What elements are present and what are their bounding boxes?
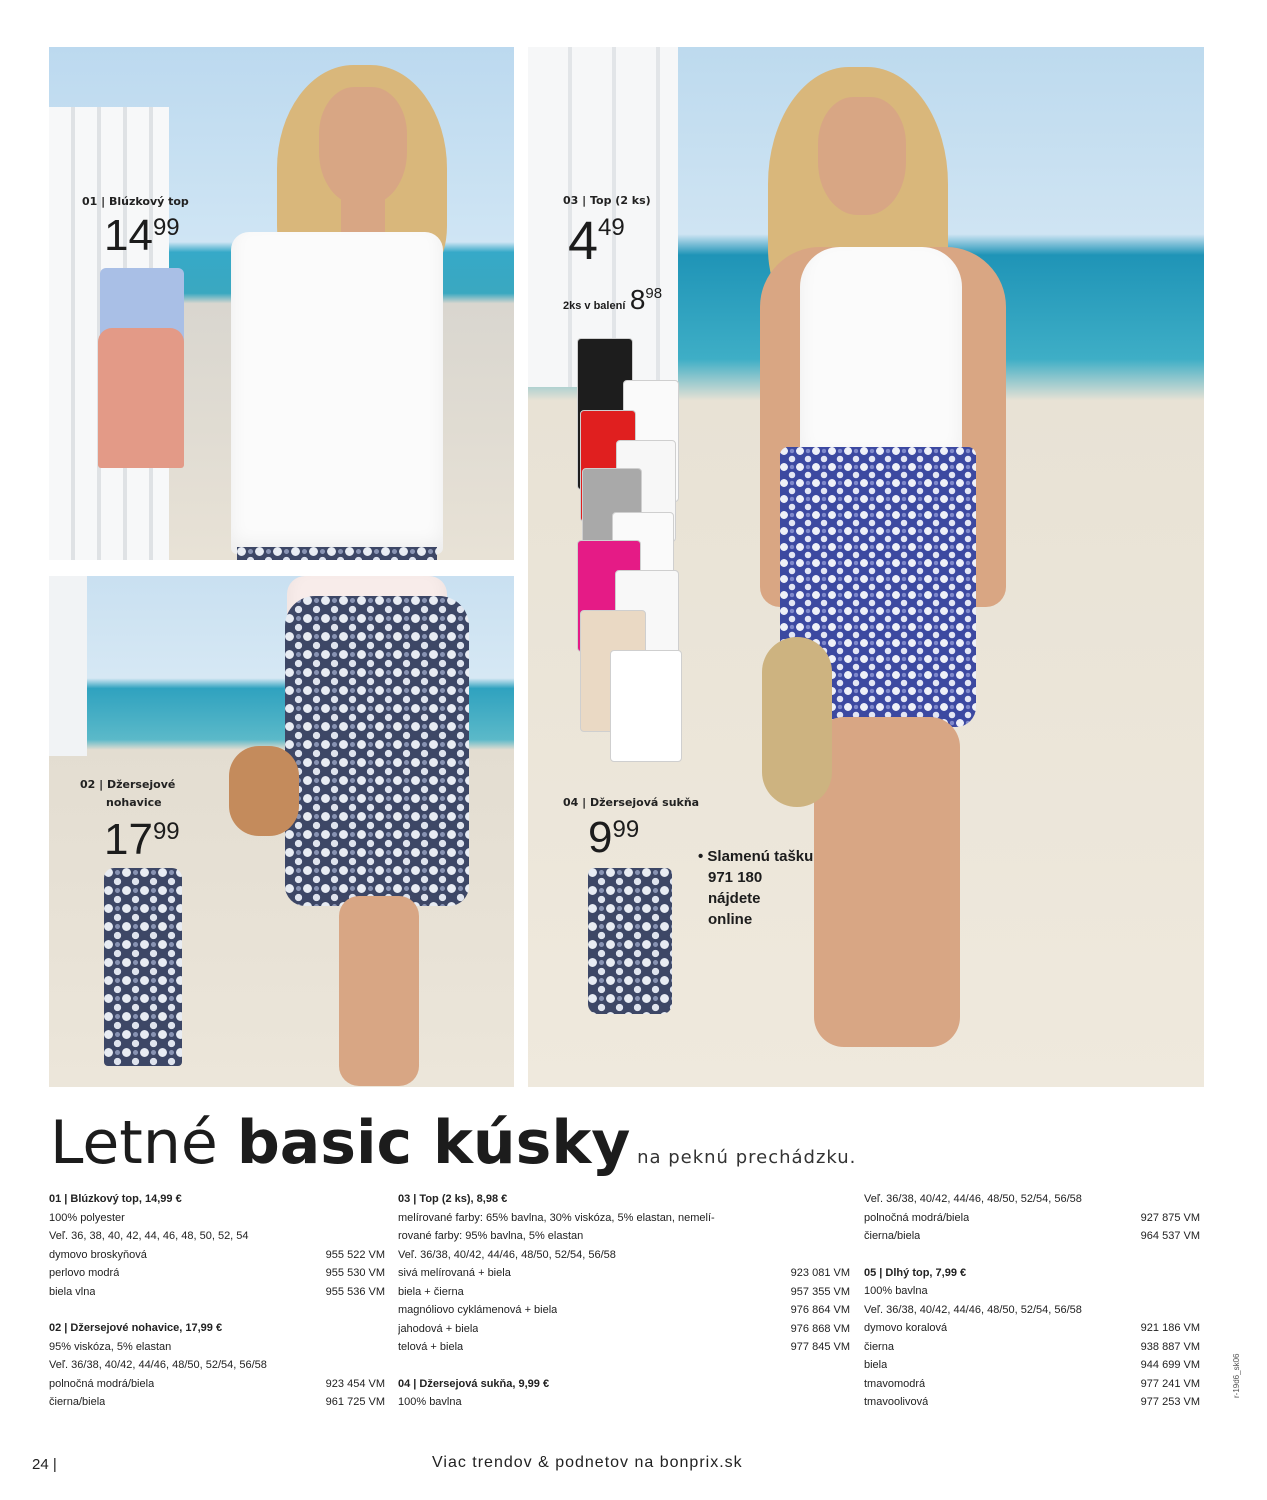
bag-note-line2: 971 180 bbox=[708, 869, 763, 886]
product-label-04: 04 | Džersejová sukňa bbox=[563, 796, 700, 809]
price-01-main: 14 bbox=[104, 211, 153, 260]
pack-price-cents: 98 bbox=[645, 285, 663, 302]
heading-part2: basic kúsky bbox=[236, 1108, 631, 1178]
detail-row: dymovo koralová 921 186 VM bbox=[864, 1322, 1200, 1334]
model-capri-trousers bbox=[285, 596, 469, 906]
price-03-pack bbox=[563, 286, 662, 314]
model-tank-top bbox=[800, 247, 962, 465]
swatch-blouse-peach bbox=[98, 328, 184, 468]
catalog-code: r-19d6_sk06 bbox=[1232, 1353, 1241, 1398]
bag-note-line4: online bbox=[708, 911, 753, 928]
product-label-03: 03 | Top (2 ks) bbox=[563, 194, 651, 207]
cabana-structure bbox=[49, 576, 87, 756]
product-label-01: 01 | Blúzkový top bbox=[82, 195, 189, 208]
price-04 bbox=[588, 813, 640, 862]
detail-row: dymovo broskyňová 955 522 VM bbox=[49, 1248, 385, 1261]
straw-bag bbox=[762, 637, 832, 807]
details-column-1 bbox=[49, 1190, 385, 1412]
swatch-trousers bbox=[104, 868, 182, 1066]
price-02-main: 17 bbox=[104, 815, 153, 864]
product-label-02-line2: nohavice bbox=[106, 796, 162, 809]
spacer bbox=[864, 1246, 1200, 1264]
detail-row: telová + biela 977 845 VM bbox=[398, 1341, 850, 1353]
detail-row: tmavoolivová 977 253 VM bbox=[864, 1396, 1200, 1408]
detail-row: biela + čierna 957 355 VM bbox=[398, 1285, 850, 1298]
bag-note-line3: nájdete bbox=[708, 890, 761, 907]
detail-title-05: 05 | Dlhý top, 7,99 € bbox=[864, 1266, 967, 1279]
detail-material-03-b: rované farby: 95% bavlna, 5% elastan bbox=[398, 1230, 584, 1242]
website-link[interactable]: Viac trendov & podnetov na bonprix.sk bbox=[432, 1454, 743, 1471]
details-column-2 bbox=[398, 1190, 850, 1412]
detail-material-02: 95% viskóza, 5% elastan bbox=[49, 1340, 172, 1353]
price-03 bbox=[568, 211, 625, 271]
detail-title-04: 04 | Džersejová sukňa, 9,99 € bbox=[398, 1377, 550, 1390]
detail-row: čierna/biela 961 725 VM bbox=[49, 1396, 385, 1408]
detail-row: jahodová + biela 976 868 VM bbox=[398, 1322, 850, 1335]
product-label-02-line1: 02 | Džersejové bbox=[80, 778, 176, 791]
detail-row: polnočná modrá/biela 927 875 VM bbox=[864, 1211, 1200, 1224]
swatch-tank-white-5 bbox=[610, 650, 682, 762]
model-sandals bbox=[229, 746, 299, 836]
detail-material-05: 100% bavlna bbox=[864, 1285, 928, 1297]
detail-title-01: 01 | Blúzkový top, 14,99 € bbox=[49, 1193, 182, 1205]
detail-sizes-01: Veľ. 36, 38, 40, 42, 44, 46, 48, 50, 52, 54 bbox=[49, 1230, 249, 1242]
model-skirt-edge bbox=[237, 547, 437, 560]
detail-row: sivá melírovaná + biela 923 081 VM bbox=[398, 1267, 850, 1279]
swatch-skirt bbox=[588, 868, 672, 1014]
model-blouse bbox=[231, 232, 443, 554]
detail-title-02: 02 | Džersejové nohavice, 17,99 € bbox=[49, 1322, 223, 1334]
page-heading bbox=[50, 1108, 856, 1178]
bag-online-note bbox=[698, 846, 813, 930]
detail-sizes-04: Veľ. 36/38, 40/42, 44/46, 48/50, 52/54, 56/58 bbox=[864, 1193, 1082, 1205]
detail-row: perlovo modrá 955 530 VM bbox=[49, 1267, 385, 1279]
heading-part1: Letné bbox=[50, 1108, 237, 1178]
detail-row: biela 944 699 VM bbox=[864, 1359, 1200, 1371]
price-03-cents: 49 bbox=[598, 214, 625, 241]
detail-title-03: 03 | Top (2 ks), 8,98 € bbox=[398, 1193, 508, 1205]
detail-sizes-02: Veľ. 36/38, 40/42, 44/46, 48/50, 52/54, 56/58 bbox=[49, 1359, 267, 1371]
details-column-3 bbox=[864, 1190, 1200, 1412]
detail-material-03-a: melírované farby: 65% bavlna, 30% viskóza, 5% elastan, nemelí- bbox=[398, 1211, 715, 1224]
detail-row: biela vlna 955 536 VM bbox=[49, 1285, 385, 1298]
spacer bbox=[49, 1301, 385, 1319]
detail-row: magnóliovo cyklámenová + biela 976 864 VM bbox=[398, 1304, 850, 1316]
detail-row: čierna/biela 964 537 VM bbox=[864, 1230, 1200, 1242]
price-04-cents: 99 bbox=[612, 816, 640, 843]
pack-label: 2ks v balení bbox=[563, 300, 626, 312]
price-02 bbox=[104, 815, 180, 864]
model-face bbox=[818, 97, 906, 215]
price-04-main: 9 bbox=[588, 813, 613, 862]
detail-sizes-03: Veľ. 36/38, 40/42, 44/46, 48/50, 52/54, 56/58 bbox=[398, 1248, 616, 1261]
price-03-main: 4 bbox=[568, 211, 599, 271]
heading-part3: na peknú prechádzku. bbox=[630, 1147, 857, 1168]
price-01 bbox=[104, 211, 180, 260]
detail-row: polnočná modrá/biela 923 454 VM bbox=[49, 1377, 385, 1390]
pack-price-main: 8 bbox=[629, 284, 646, 315]
detail-row: čierna 938 887 VM bbox=[864, 1340, 1200, 1353]
model-legs bbox=[814, 717, 960, 1047]
spacer bbox=[398, 1357, 850, 1375]
page-number: 24 | bbox=[32, 1456, 57, 1473]
model-legs bbox=[339, 896, 419, 1086]
detail-material-01: 100% polyester bbox=[49, 1211, 125, 1224]
bag-note-line1: • Slamenú tašku bbox=[698, 848, 814, 865]
price-02-cents: 99 bbox=[152, 818, 180, 845]
detail-row: tmavomodrá 977 241 VM bbox=[864, 1377, 1200, 1390]
detail-sizes-05: Veľ. 36/38, 40/42, 44/46, 48/50, 52/54, 56/58 bbox=[864, 1303, 1082, 1316]
price-01-cents: 99 bbox=[152, 214, 180, 241]
detail-material-04: 100% bavlna bbox=[398, 1396, 462, 1408]
